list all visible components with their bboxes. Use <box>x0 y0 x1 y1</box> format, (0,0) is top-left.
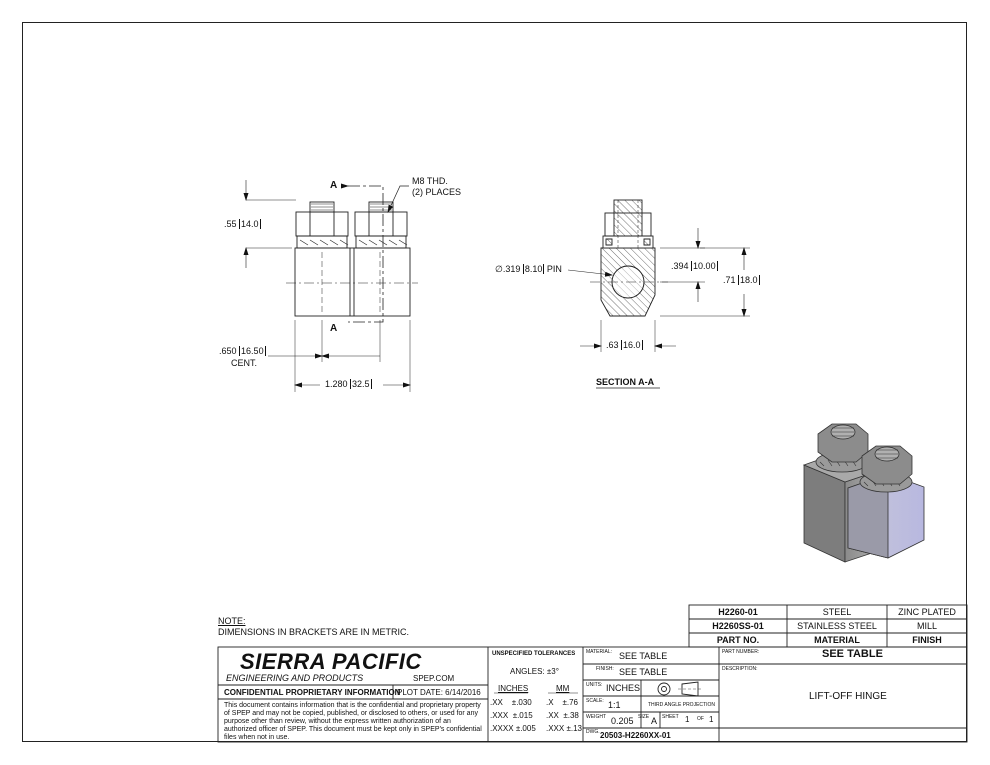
dim-overall-width: 1.280 32.5 <box>325 379 370 389</box>
tolerances-title: UNSPECIFIED TOLERANCES <box>492 651 576 657</box>
part-header-finish: FINISH <box>912 635 942 645</box>
thread-note-line1: M8 THD. <box>412 176 448 186</box>
projection-label: THIRD ANGLE PROJECTION <box>648 702 715 708</box>
of-value: 1 <box>709 715 714 724</box>
sheet-value: 1 <box>685 715 690 724</box>
isometric-view <box>804 424 924 562</box>
plot-date: PLOT DATE: 6/14/2016 <box>397 688 481 697</box>
tol-row-3-mm: .XXX ±.13 <box>546 724 582 733</box>
tol-row-2-mm: .XX ±.38 <box>546 711 579 720</box>
tolerances-angles: ANGLES: ±3° <box>510 667 559 676</box>
part-header-material: MATERIAL <box>814 635 860 645</box>
section-label-top: A <box>330 180 338 191</box>
tol-mm-label: MM <box>556 684 570 693</box>
part-row-1-finish: ZINC PLATED <box>898 607 956 617</box>
part-row-1-part: H2260-01 <box>718 607 758 617</box>
part-row-2-part: H2260SS-01 <box>712 621 764 631</box>
tol-row-2: .XXX ±.015 <box>490 711 533 720</box>
dwg-label: DWG. <box>586 729 600 735</box>
scale-label: SCALE: <box>586 698 604 704</box>
description-value: LIFT-OFF HINGE <box>809 691 887 702</box>
section-title: SECTION A-A <box>596 377 655 387</box>
confidential-title: CONFIDENTIAL PROPRIETARY INFORMATION <box>224 688 401 697</box>
dim-centers: .650 16.50 <box>219 346 264 356</box>
sheet-label: SHEET <box>662 714 679 720</box>
size-value: A <box>651 716 658 726</box>
finish-label: FINISH: <box>596 666 614 672</box>
note-title: NOTE: <box>218 616 246 626</box>
weight-value: 0.205 <box>611 716 634 726</box>
confidential-text: This document contains information that is the confidential and proprietary property of SPEP and may not be copied, published, or disclosed to others, or used for any purpose other than review, without the express written authorization of an authorized officer of SPEP. This document must be kept only in SPEP's confidential files when not in use. <box>224 702 482 742</box>
part-row-2-finish: MILL <box>916 621 937 631</box>
dim-394: .394 10.00 <box>671 261 716 271</box>
note-text: DIMENSIONS IN BRACKETS ARE IN METRIC. <box>218 627 410 637</box>
company-website: SPEP.COM <box>413 674 455 683</box>
part-row-2-material: STAINLESS STEEL <box>797 621 877 631</box>
dim-63: .63 16.0 <box>606 340 641 350</box>
tol-row-3: .XXXX ±.005 <box>490 724 536 733</box>
company-subtitle: ENGINEERING AND PRODUCTS <box>226 673 364 683</box>
finish-value: SEE TABLE <box>619 667 668 677</box>
dwg-value: 20503-H2260XX-01 <box>600 731 671 740</box>
material-label: MATERIAL: <box>586 649 613 655</box>
front-view <box>246 180 418 392</box>
units-label: UNITS: <box>586 682 603 688</box>
of-label: OF <box>697 716 704 722</box>
tol-inches-label: INCHES <box>498 684 529 693</box>
description-label: DESCRIPTION: <box>722 666 758 672</box>
company-logo: SIERRA PACIFIC <box>240 649 422 674</box>
section-view <box>568 200 750 388</box>
dim-pin: ∅.319 8.10 PIN <box>495 264 562 274</box>
thread-note-line2: (2) PLACES <box>412 187 462 197</box>
tol-row-1-mm: .X ±.76 <box>546 698 578 707</box>
scale-value: 1:1 <box>608 700 621 710</box>
size-label: SIZE <box>638 714 650 720</box>
units-value: INCHES <box>606 683 641 693</box>
part-number-value: SEE TABLE <box>822 648 883 660</box>
dim-nut-height: .55 14.0 <box>224 219 259 229</box>
part-row-1-material: STEEL <box>822 607 852 617</box>
part-number-label: PART NUMBER: <box>722 649 760 655</box>
tol-row-1: .XX ±.030 <box>490 698 532 707</box>
part-header-part: PART NO. <box>716 635 760 645</box>
section-label-bottom: A <box>330 323 338 334</box>
dim-centers-label: CENT. <box>231 358 258 368</box>
material-value: SEE TABLE <box>619 651 668 661</box>
weight-label: WEIGHT <box>586 714 606 720</box>
dim-71: .71 18.0 <box>723 275 758 285</box>
